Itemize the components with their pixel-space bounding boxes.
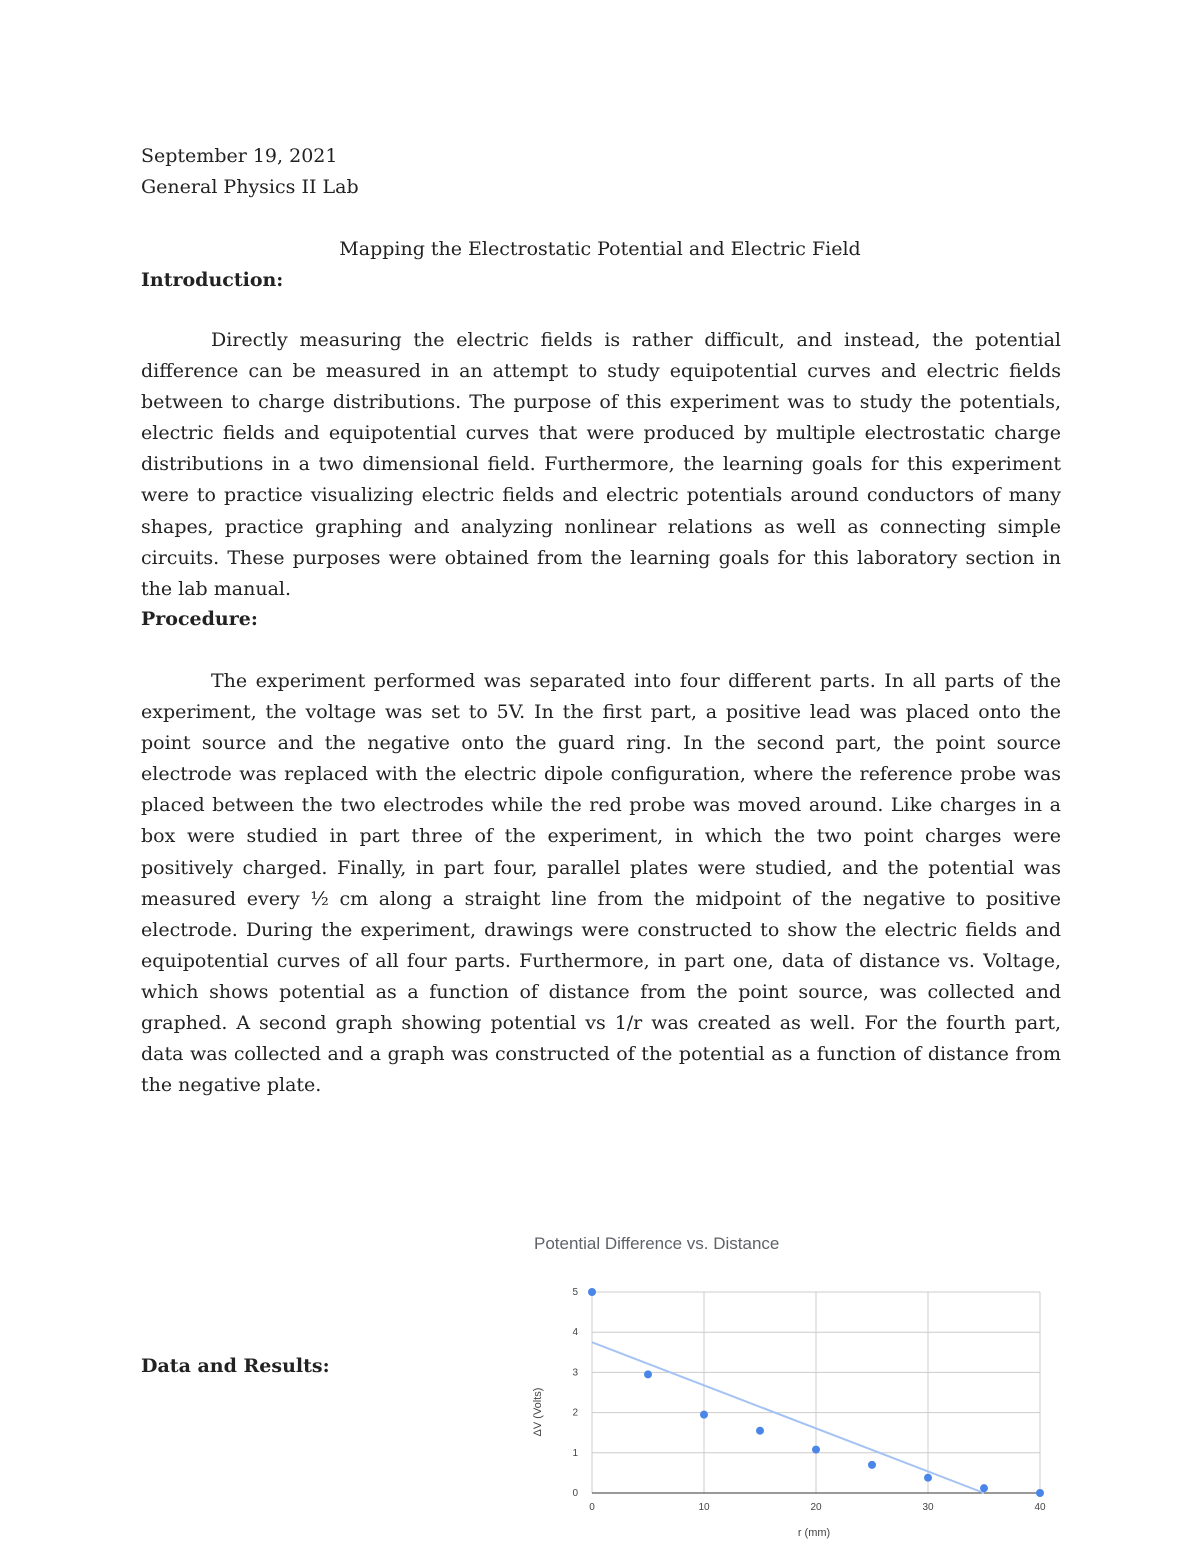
chart-point [756, 1427, 764, 1435]
chart-point [980, 1484, 988, 1492]
course-name: General Physics II Lab [141, 176, 359, 198]
chart-grid [592, 1292, 1040, 1493]
document-date: September 19, 2021 [141, 145, 338, 167]
y-axis-label: ΔV (Volts) [532, 1387, 544, 1437]
chart-ticks [572, 1287, 1046, 1513]
procedure-heading: Procedure: [141, 608, 258, 630]
y-tick-label: 0 [572, 1488, 578, 1499]
x-tick-label: 40 [1034, 1502, 1046, 1513]
document-title: Mapping the Electrostatic Potential and Electric Field [339, 238, 861, 260]
y-tick-label: 3 [572, 1367, 578, 1379]
y-tick-label: 4 [572, 1327, 578, 1339]
data-results-heading: Data and Results: [141, 1355, 330, 1377]
introduction-paragraph: Directly measuring the electric fields is rather difficult, and instead, the potential difference can be measured in an attempt to study equipotential curves and electric fields between to charge distributions. The purpose of this experiment was to study the potentials, electric fields and equipotential curves that were produced by multiple electrostatic charge distributions in a two dimensional field. Furthermore, the learning goals for this experiment were to practice visualizing electric fields and electric potentials around conductors of many shapes, practice graphing and analyzing nonlinear relations as well as connecting simple circuits. These purposes were obtained from the learning goals for this laboratory section in the lab manual. [141, 329, 1061, 600]
x-tick-label: 20 [810, 1502, 822, 1513]
chart-point [588, 1288, 596, 1296]
x-tick-label: 10 [698, 1502, 710, 1513]
chart-point [868, 1461, 876, 1469]
chart-svg [520, 1222, 1060, 1553]
chart-point [924, 1474, 932, 1482]
chart-point [812, 1446, 820, 1454]
y-tick-label: 2 [572, 1407, 578, 1419]
chart-trendline-group [592, 1342, 984, 1493]
chart-point [700, 1411, 708, 1419]
x-tick-label: 0 [589, 1502, 595, 1513]
introduction-heading: Introduction: [141, 269, 284, 291]
chart-point [1036, 1489, 1044, 1497]
x-tick-label: 30 [922, 1502, 934, 1513]
chart-trendline [592, 1342, 984, 1493]
y-tick-label: 1 [572, 1447, 578, 1459]
y-tick-label: 5 [572, 1287, 578, 1298]
x-axis-label: r (mm) [797, 1527, 831, 1539]
procedure-paragraph: The experiment performed was separated into four different parts. In all parts of the experiment, the voltage was set to 5V. In the first part, a positive lead was placed onto the point source and the negative onto the guard ring. In the second part, the point source electrode was replaced with the electric dipole configuration, where the reference probe was placed between the two electrodes while the red probe was moved around. Like charges in a box were studied in part three of the experiment, in which the two point charges were positively charged. Finally, in part four, parallel plates were studied, and the potential was measured every ½ cm along a straight line from the midpoint of the negative to positive electrode. During the experiment, drawings were constructed to show the electric fields and equipotential curves of all four parts. Furthermore, in part one, data of distance vs. Voltage, which shows potential as a function of distance from the point source, was collected and graphed. A second graph showing potential vs 1/r was created as well. For the fourth part, data was collected and a graph was constructed of the potential as a function of distance from the negative plate. [141, 670, 1061, 1097]
potential-distance-chart [520, 1222, 1060, 1553]
chart-point [644, 1370, 652, 1378]
chart-title: Potential Difference vs. Distance [534, 1234, 780, 1253]
